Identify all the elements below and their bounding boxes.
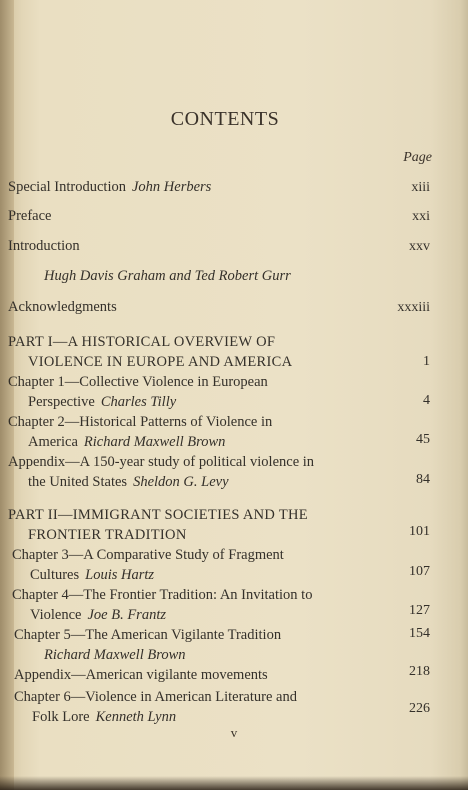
entry-author: John Herbers [131, 179, 212, 195]
entry-page: 226 [409, 701, 430, 716]
entry-page: 107 [409, 564, 430, 579]
toc-entry [44, 266, 291, 286]
entry-title-line2: Perspective [28, 394, 95, 410]
toc-entry [12, 585, 312, 625]
contents-heading: CONTENTS [170, 108, 280, 130]
entry-title-line1: PART II—IMMIGRANT SOCIETIES AND THE [8, 507, 308, 523]
entry-author: Charles Tilly [100, 394, 177, 410]
entry-page: xxi [412, 209, 430, 224]
entry-author: Richard Maxwell Brown [44, 647, 186, 663]
entry-title: Preface [8, 208, 52, 224]
entry-author: Kenneth Lynn [95, 709, 177, 725]
toc-entry [8, 177, 211, 197]
toc-entry [14, 687, 297, 727]
part-heading [8, 505, 308, 545]
toc-entry [8, 236, 80, 256]
toc-entry [12, 545, 284, 585]
entry-page: 218 [409, 664, 430, 679]
entry-page: 101 [409, 524, 430, 539]
toc-entry [8, 452, 314, 492]
entry-title-line1: Appendix—A 150-year study of political violence in [8, 454, 315, 470]
entry-page: 127 [409, 603, 430, 618]
entry-author: Hugh Davis Graham and Ted Robert Gurr [44, 268, 291, 284]
entry-author: Sheldon G. Levy [133, 474, 229, 490]
entry-title-line1: Chapter 6—Violence in American Literature and [14, 689, 297, 705]
entry-page: xxxiii [397, 300, 430, 315]
entry-page: 4 [423, 393, 430, 408]
entry-title-line1: Chapter 2—Historical Patterns of Violence in [8, 414, 273, 430]
entry-author: Louis Hartz [85, 567, 155, 583]
entry-title-line2: Cultures [30, 567, 80, 583]
entry-title-line2: FRONTIER TRADITION [28, 527, 187, 543]
page-bottom-shadow [0, 776, 468, 790]
toc-entry [14, 625, 281, 665]
entry-title-line1: Chapter 4—The Frontier Tradition: An Invitation to [12, 587, 313, 603]
entry-title-line1: Chapter 3—A Comparative Study of Fragment [12, 547, 284, 563]
entry-title: Acknowledgments [8, 299, 117, 315]
entry-title-line2: the United States [28, 474, 128, 490]
entry-page: 154 [409, 626, 430, 641]
page-folio: v [230, 725, 238, 740]
toc-entry [8, 372, 268, 412]
entry-page: 84 [416, 472, 430, 487]
entry-title-line1: PART I—A HISTORICAL OVERVIEW OF [8, 334, 276, 350]
entry-title: Special Introduction [8, 179, 126, 195]
toc-entry [14, 665, 268, 685]
entry-title: Introduction [8, 238, 80, 254]
entry-page: 1 [423, 354, 430, 369]
entry-title-line1: Chapter 5—The American Vigilante Tradition [14, 627, 282, 643]
entry-author: Joe B. Frantz [87, 607, 166, 623]
entry-title-line2: Folk Lore [32, 709, 90, 725]
entry-title-line2: VIOLENCE IN EUROPE AND AMERICA [28, 354, 293, 370]
entry-author: Richard Maxwell Brown [83, 434, 226, 450]
entry-page: xiii [411, 180, 430, 195]
toc-entry [8, 206, 51, 226]
page-column-label: Page [403, 150, 432, 165]
entry-title-line2: America [28, 434, 78, 450]
entry-title-line2: Violence [30, 607, 82, 623]
entry-title: Appendix—American vigilante movements [14, 667, 268, 683]
toc-entry [8, 412, 272, 452]
part-heading [8, 332, 292, 372]
toc-entry [8, 297, 117, 317]
entry-page: 45 [416, 432, 430, 447]
entry-title-line1: Chapter 1—Collective Violence in European [8, 374, 268, 390]
entry-page: xxv [409, 239, 430, 254]
